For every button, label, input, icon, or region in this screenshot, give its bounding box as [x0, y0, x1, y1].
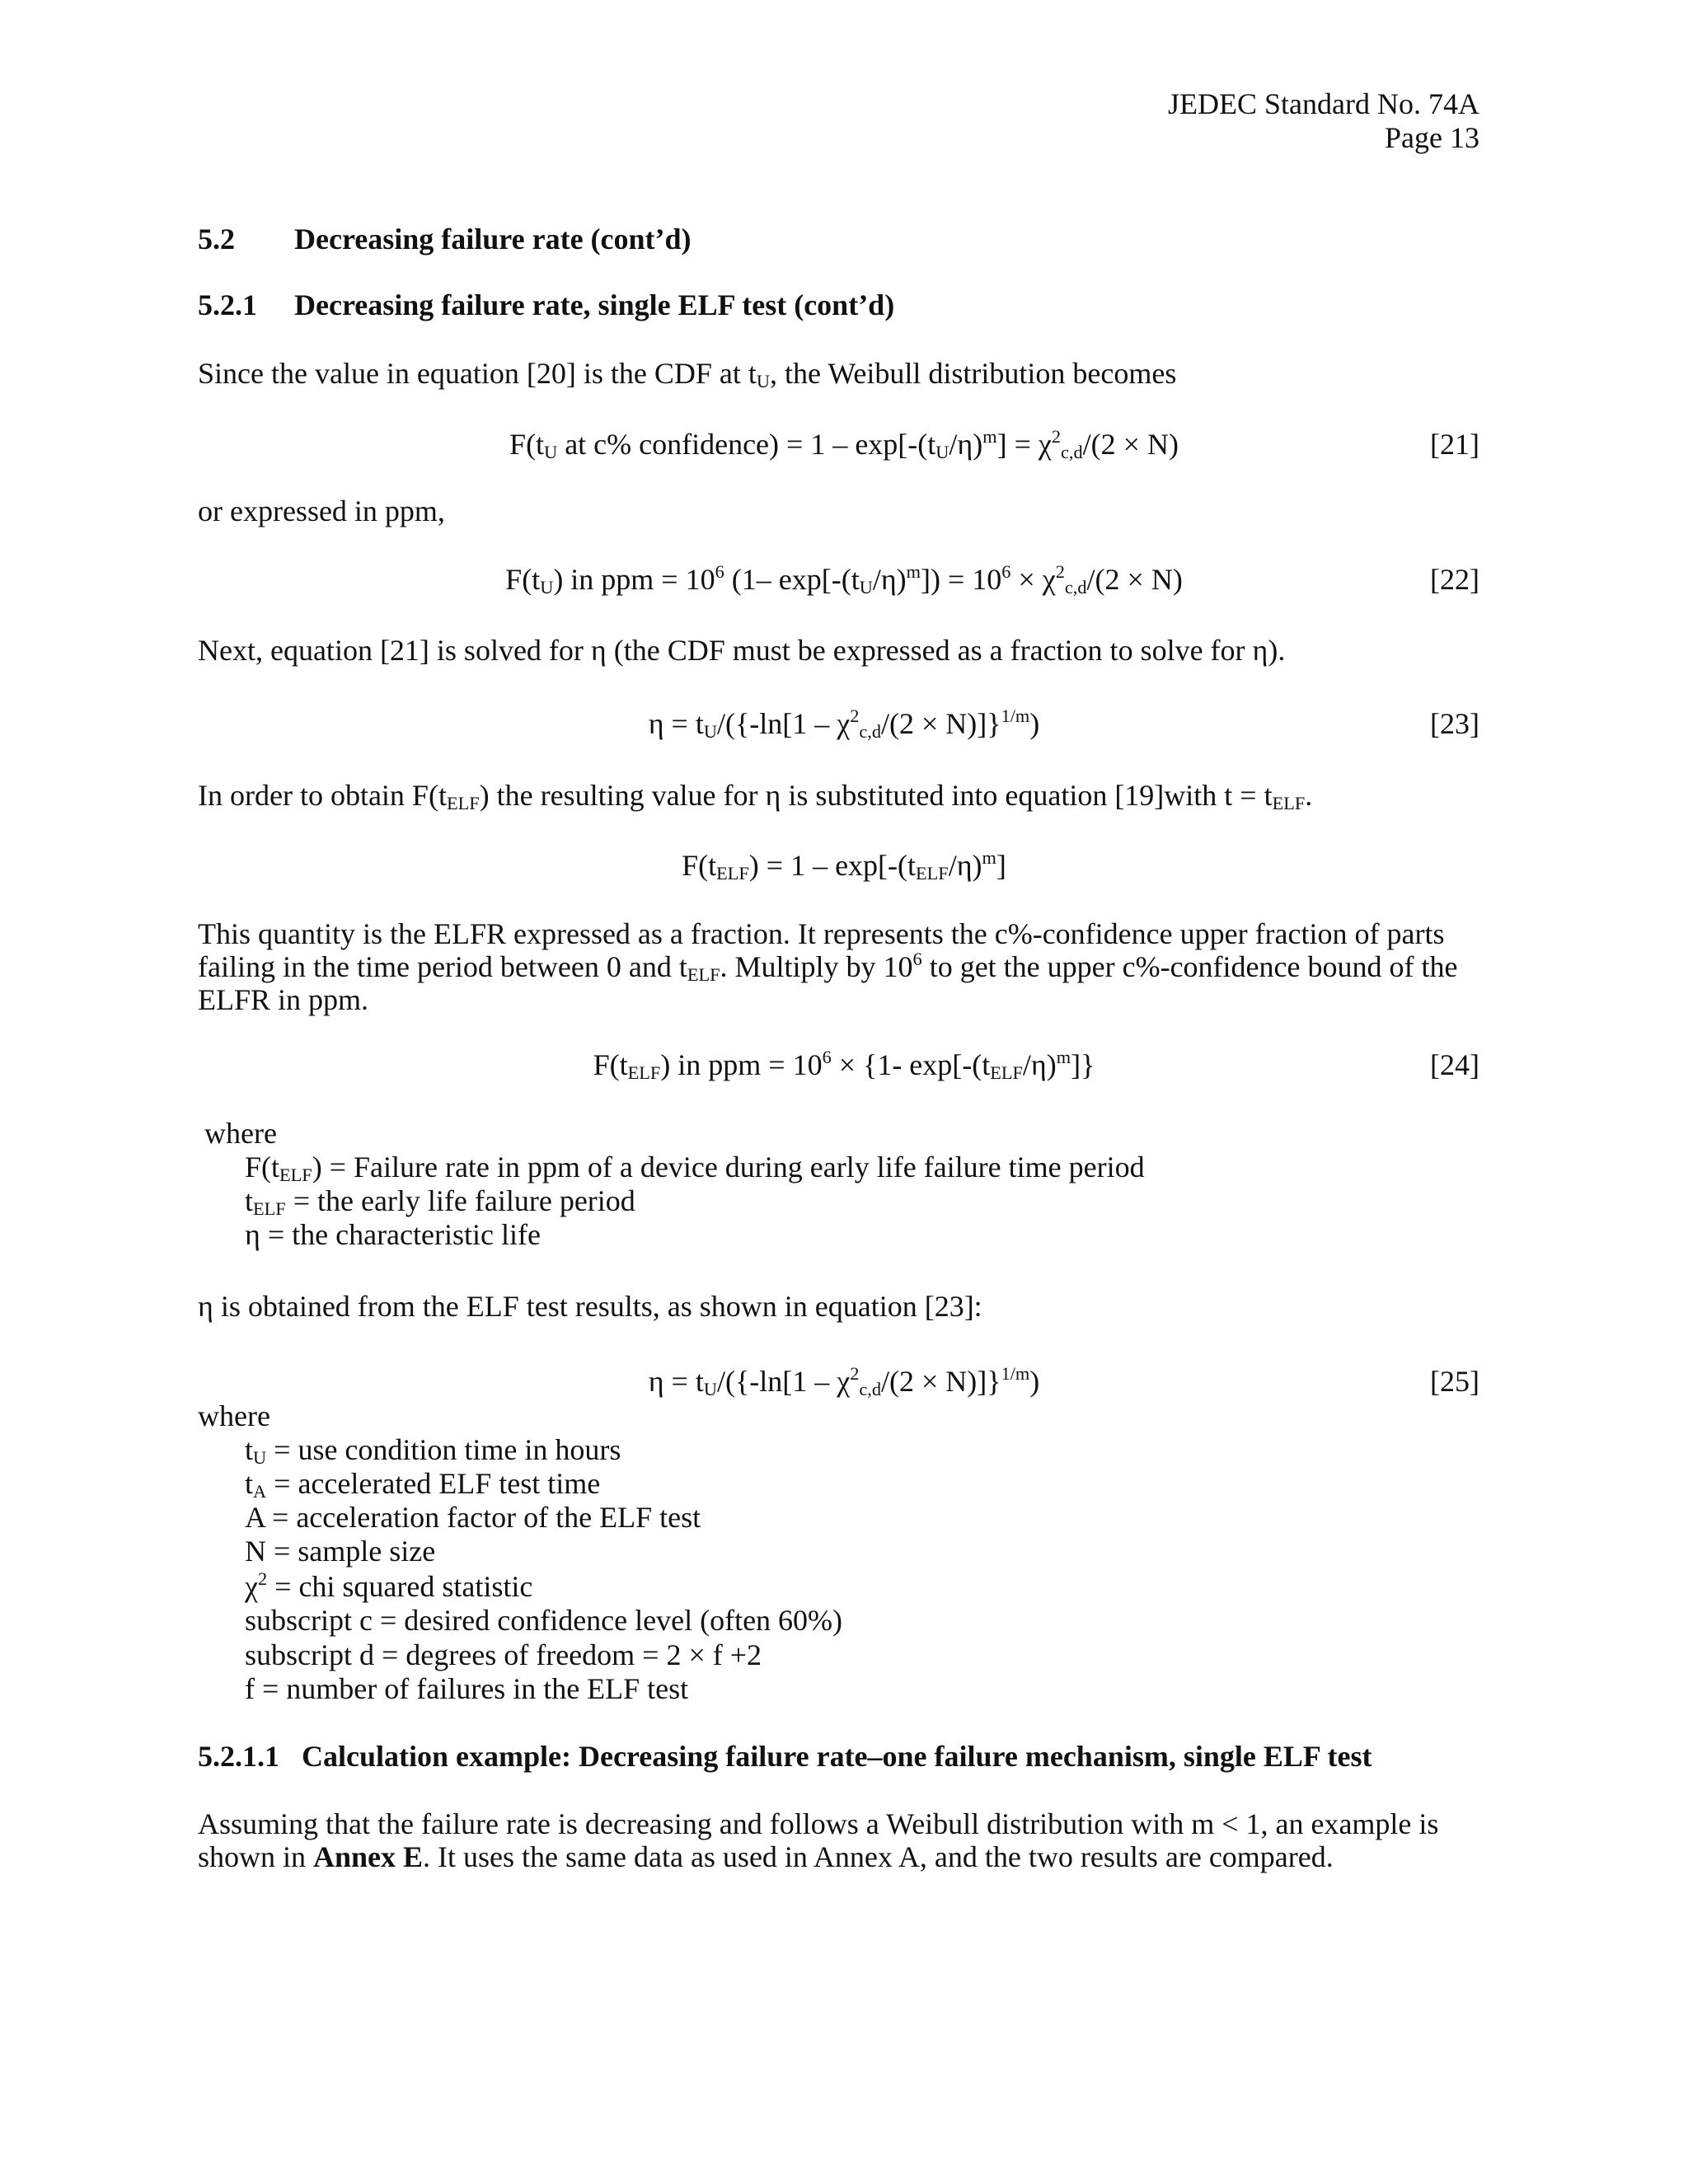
section-number: 5.2 [198, 223, 235, 255]
eq-text: ] = χ [996, 428, 1052, 461]
standard-name: JEDEC Standard No. 74A [1168, 87, 1479, 120]
where-item [245, 1151, 1145, 1184]
eq-sub: c,d [1064, 576, 1087, 598]
text: Since the value in equation [20] is the CDF at t [198, 357, 757, 390]
text: to get the upper c%-confidence bound of the ELFR in ppm. [198, 950, 1458, 1016]
where-item [245, 1218, 541, 1252]
eq-text: /(2 × N) [1086, 563, 1183, 596]
eq-text: ]) = 10 [921, 563, 1002, 596]
eq-sub: c,d [859, 720, 882, 742]
eq-sup: m [1056, 1047, 1071, 1068]
eq-sub: U [935, 441, 950, 462]
eq-sub: c,d [1061, 441, 1083, 462]
text: t [245, 1433, 254, 1466]
text: . [1305, 779, 1313, 812]
equation-f-telf [0, 849, 1688, 883]
eq-text: /(2 × N)]} [881, 1365, 1001, 1398]
eq-sup: m [906, 561, 921, 583]
equation-number-24: [24] [1430, 1048, 1479, 1081]
paragraph-1 [198, 357, 1176, 391]
subsection-heading [198, 288, 895, 322]
subsection-title: Decreasing failure rate, single ELF test (cont’d) [294, 288, 895, 321]
text: η = the characteristic life [245, 1218, 541, 1251]
eq-sub: U [703, 1378, 717, 1399]
annex-reference: Annex E [313, 1840, 424, 1873]
paragraph-4 [198, 779, 1312, 813]
subsection-number: 5.2.1 [198, 288, 257, 321]
subscript: U [756, 370, 770, 391]
text: = the early life failure period [285, 1184, 635, 1217]
eq-text: η = t [648, 707, 704, 740]
eq-sub: U [703, 720, 717, 742]
eq-text: /η) [948, 849, 982, 882]
eq-text: ]} [1071, 1048, 1095, 1081]
eq-text: F(t [509, 428, 545, 461]
paragraph-2: or expressed in ppm, [198, 494, 445, 527]
text: . It uses the same data as used in Annex A, and the two results are compared. [423, 1840, 1334, 1873]
superscript: 2 [257, 1568, 268, 1590]
eq-text: F(t [682, 849, 717, 882]
eq-sub: ELF [716, 862, 749, 883]
subscript: ELF [687, 963, 720, 985]
where-item: N = sample size [245, 1535, 436, 1568]
where-item: subscript d = degrees of freedom = 2 × f +2 [245, 1638, 762, 1671]
subscript: A [253, 1480, 267, 1502]
where-item [245, 1184, 635, 1218]
subscript: U [253, 1446, 267, 1468]
subscript: ELF [279, 1164, 312, 1185]
subscript: ELF [253, 1197, 286, 1219]
where-item [245, 1467, 600, 1501]
where-item [245, 1433, 621, 1467]
eq-sup: 1/m [1001, 705, 1030, 727]
eq-text: /η) [872, 563, 907, 596]
eq-text: ) [1029, 707, 1040, 740]
eq-text: /({-ln[1 – χ [716, 707, 851, 740]
eq-text: /({-ln[1 – χ [716, 1365, 851, 1398]
eq-text: /(2 × N)]} [881, 707, 1001, 740]
eq-sub: U [540, 576, 554, 598]
superscript: 6 [912, 949, 922, 970]
eq-text: ) in ppm = 10 [660, 1048, 823, 1081]
paragraph-7 [198, 1807, 1484, 1873]
eq-sub: c,d [859, 1378, 882, 1399]
equation-number-21: [21] [1430, 428, 1479, 461]
eq-text: /η) [1022, 1048, 1057, 1081]
eq-text: × χ [1010, 563, 1056, 596]
text: = chi squared statistic [267, 1570, 533, 1603]
eq-text: /(2 × N) [1082, 428, 1179, 461]
where-label-1: where [204, 1117, 277, 1150]
text: χ [245, 1570, 258, 1603]
text: t [245, 1467, 254, 1500]
paragraph-3: Next, equation [21] is solved for η (the CDF must be expressed as a fraction to solve for η). [198, 634, 1286, 667]
equation-number-22: [22] [1430, 563, 1479, 596]
eq-text: F(t [593, 1048, 628, 1081]
eq-text: (1– exp[-(t [724, 563, 860, 596]
text: . Multiply by 10 [720, 950, 913, 983]
eq-sup: 2 [850, 705, 860, 727]
equation-number-25: [25] [1430, 1365, 1479, 1398]
subscript: ELF [1272, 792, 1306, 813]
where-item [245, 1570, 532, 1604]
text: ) the resulting value for η is substituted into equation [19]with t = t [479, 779, 1273, 812]
eq-sup: 6 [715, 561, 724, 583]
eq-text: ) [1029, 1365, 1040, 1398]
eq-text: ) in ppm = 10 [553, 563, 715, 596]
eq-text: at c% confidence) = 1 – exp[-(t [557, 428, 936, 461]
eq-sup: m [982, 426, 997, 448]
eq-sup: 2 [850, 1363, 860, 1385]
page-number: Page 13 [1385, 121, 1479, 155]
eq-sub: ELF [627, 1062, 661, 1083]
eq-sub: U [544, 441, 558, 462]
section-heading [198, 223, 692, 256]
text: = use condition time in hours [266, 1433, 621, 1466]
eq-sup: 2 [1055, 561, 1065, 583]
paragraph-5 [198, 917, 1484, 1016]
eq-text: ) = 1 – exp[-(t [748, 849, 917, 882]
subsubsection-title: Calculation example: Decreasing failure rate–one failure mechanism, single ELF test [302, 1740, 1372, 1773]
text: , the Weibull distribution becomes [770, 357, 1177, 390]
subscript: ELF [446, 792, 480, 813]
eq-sup: 6 [1001, 561, 1011, 583]
eq-text: η = t [648, 1365, 704, 1398]
document-header [1168, 87, 1479, 156]
equation-number-23: [23] [1430, 707, 1479, 740]
text: Assuming that the failure rate is decreasing and follows a Weibull distribution with m < 1, an example is shown in [198, 1807, 1439, 1873]
text: = accelerated ELF test time [266, 1467, 601, 1500]
eq-text: ] [996, 849, 1006, 882]
eq-sup: 1/m [1001, 1363, 1030, 1385]
text: t [245, 1184, 254, 1217]
where-label-2: where [198, 1399, 270, 1432]
eq-text: × {1- exp[-(t [831, 1048, 991, 1081]
where-item: f = number of failures in the ELF test [245, 1672, 689, 1705]
text: ) = Failure rate in ppm of a device during early life failure time period [312, 1151, 1145, 1183]
subsubsection-heading [198, 1740, 1372, 1774]
eq-sup: 2 [1051, 426, 1062, 448]
eq-sup: m [982, 847, 996, 869]
text: In order to obtain F(t [198, 779, 447, 812]
text: This quantity is the ELFR expressed as a fraction. It represents the c%-confidence upper fraction of parts failing in the time period between 0 and t [198, 917, 1445, 983]
eq-text: F(t [505, 563, 541, 596]
eq-sub: ELF [916, 862, 949, 883]
eq-sub: ELF [990, 1062, 1023, 1083]
eq-sub: U [859, 576, 873, 598]
where-item: A = acceleration factor of the ELF test [245, 1501, 701, 1534]
paragraph-6: η is obtained from the ELF test results, as shown in equation [23]: [198, 1290, 982, 1323]
eq-sup: 6 [822, 1047, 832, 1068]
where-item: subscript c = desired confidence level (often 60%) [245, 1604, 843, 1637]
subsubsection-number: 5.2.1.1 [198, 1740, 279, 1773]
eq-text: /η) [949, 428, 983, 461]
section-title: Decreasing failure rate (cont’d) [294, 223, 692, 255]
text: F(t [245, 1151, 280, 1183]
